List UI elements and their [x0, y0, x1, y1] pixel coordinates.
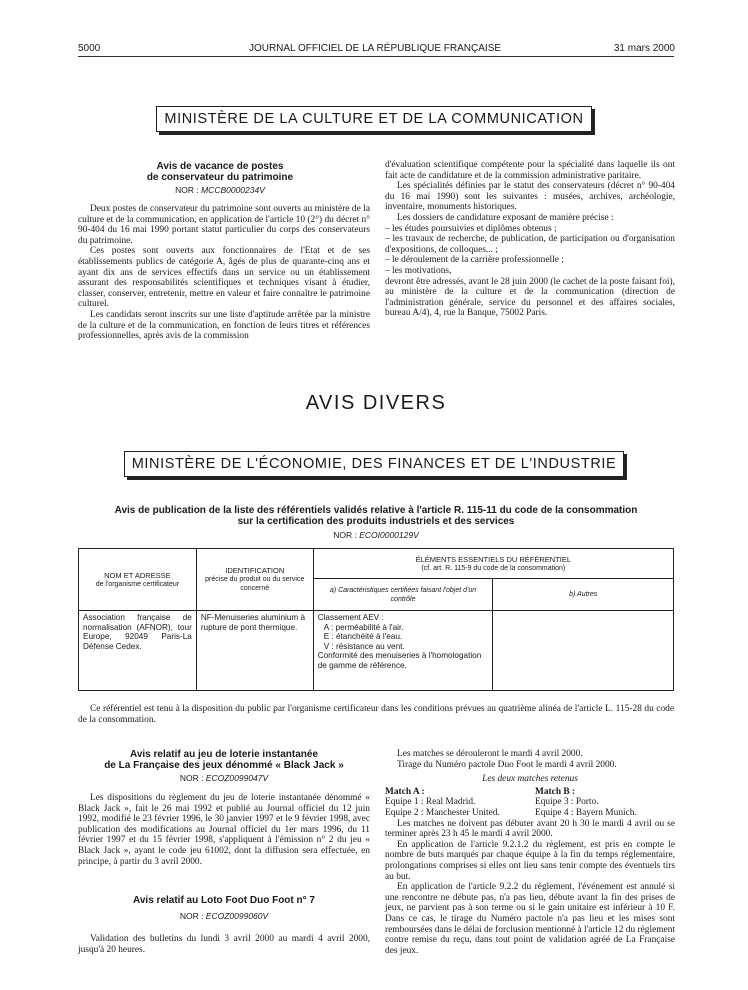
vacance-bullet: – le déroulement de la carrière professionnelle ;: [385, 255, 564, 266]
vacance-paragraph: Les dossiers de candidature exposant de manière précise :: [397, 212, 614, 223]
col-header-elements: ÉLÉMENTS ESSENTIELS DU RÉFÉRENTIEL (cf. art. R. 115-9 du code de la consommation): [313, 549, 673, 579]
match-b-label: Match B :: [535, 786, 576, 797]
matches-heading: Les deux matches retenus: [482, 774, 578, 785]
vacance-right-column: [385, 160, 675, 319]
vacance-paragraph: Les spécialités définies par le statut des conservateurs (décret n° 90-404 du 16 mai 1990) sont les suivantes : musées, archives, archéologie, inventaire, monuments historiques.: [385, 181, 675, 213]
match-headers: [385, 787, 675, 798]
match-teams-row-2: Equipe 2 : Manchester United. Equipe 4 : Bayern Munich.: [385, 807, 637, 818]
avis-divers-heading: AVIS DIVERS: [305, 392, 447, 414]
match-teams-row-1: Equipe 1 : Real Madrid. Equipe 3 : Porto.: [385, 797, 599, 808]
vacance-paragraph: devront être adressés, avant le 28 juin 2000 (le cachet de la poste faisant foi), au ministère de la culture et de la communication (direction de l'administration générale, service du personnel et des affaires sociales, bureau A/4), 4, rue la Banque, 75002 Paris.: [385, 276, 675, 319]
ministry-culture-heading: MINISTÈRE DE LA CULTURE ET DE LA COMMUNICATION: [156, 106, 592, 132]
vacance-title-line-2: de conservateur du patrimoine: [146, 172, 294, 183]
vacance-paragraph: Les candidats seront inscrits sur une liste d'aptitude arrêtée par la ministre de la culture et de la communication, en fonction de leurs titres et références professionnelles, après avis de la commission: [78, 309, 370, 342]
referentiels-nor: NOR : ECOI0000129V: [333, 530, 419, 540]
referentiels-table: [78, 548, 674, 691]
vacance-bullet: – les travaux de recherche, de publication, de participation ou d'organisation d'expositions, de colloques... ;: [385, 234, 675, 255]
vacance-bullet: – les études poursuivies et diplômes obtenus ;: [385, 223, 557, 234]
referentiels-footnote: Ce référentiel est tenu à la disposition du public par l'organisme certificateur dans les conditions prévues au quatrième alinéa de l'article L. 115-28 du code de la consommation.: [78, 704, 674, 725]
black-jack-body: Les dispositions du règlement du jeu de loterie instantanée dénommé « Black Jack », fait le 26 mai 1992 et publié au Journal officiel du 12 juin 1992, modifié le 23 février 1996, le 30 janvier 1997 et le 9 février 1998, avec publication des modifications au Journal officiel du 1er mars 1996, du 11 février 1997 et du 15 février 1998, s'appliquent à l'émission n° 2 du jeu « Black Jack », ayant le code jeu 61002, dont la diffusion sera effectuée, en principe, à partir du 3 avril 2000.: [78, 793, 370, 867]
col-header-autres: b) Autres: [493, 579, 674, 611]
ministry-economie-heading: MINISTÈRE DE L'ÉCONOMIE, DES FINANCES ET DE L'INDUSTRIE: [124, 451, 624, 477]
page-date: 31 mars 2000: [613, 43, 675, 54]
table-cell-product: NF-Menuiseries aluminium à rupture de pont thermique.: [196, 611, 313, 691]
table-cell-autres: [493, 611, 674, 691]
vacance-title: [90, 161, 350, 183]
vacance-bullet: – les motivations,: [385, 265, 452, 276]
col-header-identification: IDENTIFICATION précise du produit ou du service concerné: [196, 549, 313, 611]
col-header-organisme: NOM ET ADRESSE de l'organisme certificateur: [79, 549, 197, 611]
referentiels-title-line-2: sur la certification des produits industriels et des services: [237, 516, 515, 527]
black-jack-nor: NOR : ECOZ0099047V: [179, 773, 269, 783]
loto-foot-title: Avis relatif au Loto Foot Duo Foot n° 7: [133, 895, 315, 906]
page-number: 5000: [78, 43, 101, 54]
referentiels-title-line-1: Avis de publication de la liste des référentiels validés relative à l'article R. 115-11 du code de la consommation: [114, 505, 638, 516]
vacance-paragraph: d'évaluation scientifique compétente pour la spécialité dans laquelle ils ont fait acte de candidature et de la commission administrative paritaire.: [385, 160, 675, 181]
black-jack-title: Avis relatif au jeu de loterie instantanée de La Française des jeux dénommé « Black Jack »: [104, 749, 344, 771]
vacance-nor: NOR : MCCB0000234V: [175, 185, 265, 195]
vacance-paragraph: Deux postes de conservateur du patrimoine sont ouverts au ministère de la culture et de la communication, en application de l'article 10 (2°) du décret n° 90-404 du 16 mai 1990 portant statut particulier du corps des conservateurs du patrimoine.: [78, 204, 370, 246]
vacance-nor-code: MCCB0000234V: [201, 185, 265, 195]
loto-foot-validation: Validation des bulletins du lundi 3 avril 2000 au mardi 4 avril 2000, jusqu'à 20 heures.: [78, 934, 370, 955]
vacance-title-line-1: Avis de vacance de postes: [156, 161, 284, 172]
col-header-caracteristiques: a) Caractéristiques certifiées faisant l'objet d'un contrôle: [313, 579, 493, 611]
table-cell-organisme: Association française de normalisation (AFNOR), tour Europe, 92049 Paris-La Défense Cedex.: [79, 611, 197, 691]
loto-foot-nor: NOR : ECOZ0099060V: [179, 911, 269, 921]
header-rule: [78, 56, 674, 57]
referentiels-nor-code: ECOI0000129V: [359, 530, 419, 540]
referentiels-title: [78, 505, 674, 527]
match-a-label: Match A :: [385, 786, 425, 797]
table-cell-caracteristiques: Classement AEV : A : perméabilité à l'air. E : étanchéité à l'eau. V : résistance au vent. Conformité des menuiseries à l'homologation de gamme de référence.: [313, 611, 493, 691]
vacance-left-column: [78, 204, 370, 342]
loto-foot-right-column: Les matches se dérouleront le mardi 4 avril 2000. Tirage du Numéro pactole Duo Foot le mardi 4 avril 2000. Les deux matches retenus Match A : Match B : Equipe 1 : Real Madrid. Equipe 3 : Porto. Equipe 2 : Manchester United. Equipe 4 : Bayern Munich. Les matches ne doivent pas débuter avant 20 h 30 le mardi 4 avril ou se terminer après 23 h 45 le mardi 4 avril 2000. En application de l'article 9.2.1.2 du règlement, est pris en compte le nombre de buts marqués par chaque équipe à la fin du temps réglementaire, prolongations comprises si elles ont lieu sans tenir compte des éventuels tirs au but. En application de l'article 9.2.2 du règlement, l'événement est annulé si une rencontre ne débute pas, n'a pas lieu, débute avant la fin des prises de jeux, ne parvient pas à son terme ou si le gain unitaire est inférieur à 10 F. Dans ce cas, le tirage du Numéro pactole n'a pas lieu et les mises sont remboursées dans le délai de forclusion mentionné à l'article 12 du règlement contre remise du reçu, dans tout point de validation agréé de La Française des jeux.: [385, 749, 675, 956]
journal-title: JOURNAL OFFICIEL DE LA RÉPUBLIQUE FRANÇAISE: [248, 43, 502, 54]
vacance-paragraph: Ces postes sont ouverts aux fonctionnaires de l'Etat et de ses établissements publics de catégorie A, âgés de plus de quarante-cinq ans et ayant dix ans de services effectifs dans un service ou un établissement assurant des responsabilités scientifiques et techniques visant à étudier, classer, conserver, entretenir, mettre en valeur et faire connaître le patrimoine culturel.: [78, 246, 370, 310]
